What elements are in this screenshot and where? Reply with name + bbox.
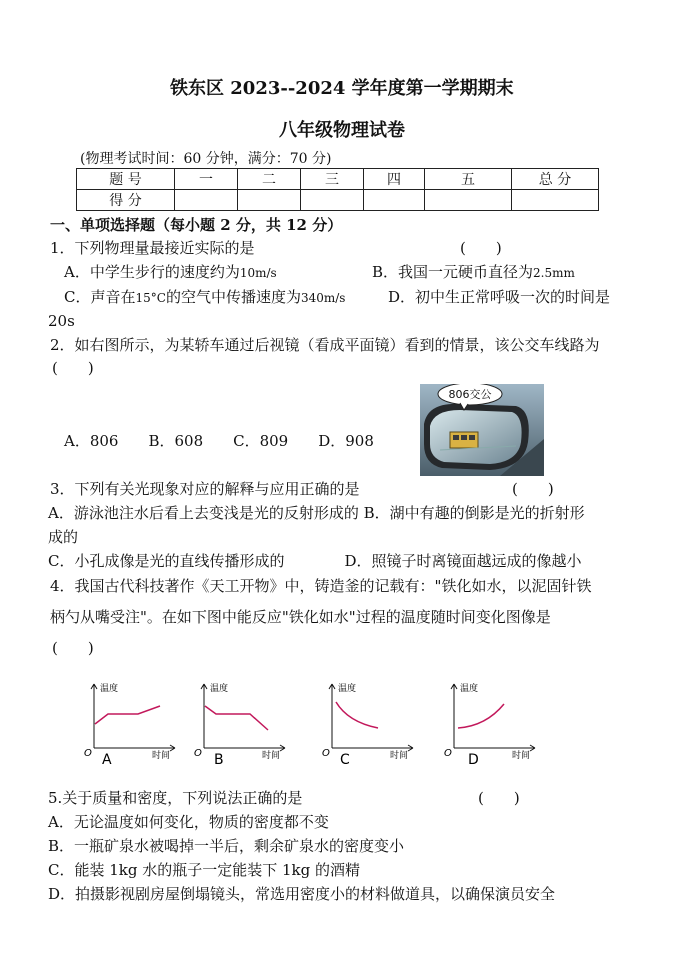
q4-b-ylabel: 温度	[210, 684, 229, 694]
q4-b-xlabel: 时间	[262, 751, 281, 761]
q5-option-c: C．能装 1kg 水的瓶子一定能装下 1kg 的酒精	[48, 861, 361, 879]
q5-stem: 5.关于质量和密度，下列说法正确的是	[48, 789, 303, 807]
score-header-cell: 题 号	[77, 169, 175, 190]
q1-c-text2: 的空气中传播速度为	[165, 288, 301, 306]
q1-stem-text: 1．下列物理量最接近实际的是	[50, 239, 255, 257]
score-table	[76, 168, 599, 211]
score-cell[interactable]	[512, 190, 599, 211]
q1-b-value: 2.5mm	[533, 266, 575, 280]
q4-b-label: B	[214, 752, 224, 766]
section-heading: 一、单项选择题（每小题 2 分，共 12 分）	[50, 216, 343, 234]
q1-a-text: A．中学生步行的速度约为	[64, 263, 240, 281]
q1-c-text1: C．声音在	[64, 288, 136, 306]
q3-answer-paren: ( )	[512, 480, 554, 498]
q4-a-label: A	[102, 752, 112, 766]
q1-b-text: B．我国一元硬币直径为	[372, 263, 534, 281]
q4-c-label: C	[340, 752, 350, 766]
score-header-cell: 总 分	[512, 169, 599, 190]
score-cell[interactable]	[238, 190, 301, 211]
score-cell[interactable]	[425, 190, 512, 211]
score-table-score-row	[77, 190, 599, 211]
q3-options-line1: A．游泳池注水后看上去变浅是光的反射形成的 B．湖中有趣的倒影是光的折射形	[48, 504, 585, 522]
score-header-cell: 二	[238, 169, 301, 190]
exam-subtitle: 八年级物理试卷	[279, 120, 405, 141]
q1-option-b	[372, 261, 575, 282]
q4-graph-b	[190, 678, 290, 766]
q5-answer-paren: ( )	[478, 789, 520, 807]
q4-a-ylabel: 温度	[100, 684, 119, 694]
score-header-cell: 四	[364, 169, 425, 190]
q3-options-line3: C．小孔成像是光的直线传播形成的 D．照镜子时离镜面越远成的像越小	[48, 552, 582, 570]
q1-option-d: D．初中生正常呼吸一次的时间是	[388, 288, 611, 306]
q1-c-temp: 15°C	[135, 291, 166, 305]
q4-d-label: D	[468, 752, 479, 766]
q4-d-curve	[458, 704, 504, 728]
q4-graph-a	[80, 678, 180, 766]
q4-stem-line1: 4．我国古代科技著作《天工开物》中，铸造釜的记载有："铁化如水，以泥固针铁	[50, 577, 592, 595]
q1-c-value: 340m/s	[300, 291, 346, 305]
score-header-cell: 五	[425, 169, 512, 190]
score-header-cell: 一	[175, 169, 238, 190]
q4-b-origin: O	[194, 748, 202, 759]
score-cell[interactable]	[175, 190, 238, 211]
rearview-mirror-photo	[420, 384, 544, 476]
q4-c-xlabel: 时间	[390, 751, 409, 761]
q1-option-c	[64, 286, 345, 307]
q4-c-curve	[336, 702, 378, 728]
q4-answer-paren: ( )	[52, 639, 94, 657]
q2-stem: 2．如右图所示，为某轿车通过后视镜（看成平面镜）看到的情景，该公交车线路为	[50, 336, 600, 354]
score-cell[interactable]	[301, 190, 364, 211]
q4-a-origin: O	[84, 748, 92, 759]
q3-options-line2: 成的	[48, 528, 79, 546]
q4-a-xlabel: 时间	[152, 751, 171, 761]
q4-d-origin: O	[444, 748, 452, 759]
q4-a-curve	[95, 706, 160, 724]
score-cell[interactable]	[364, 190, 425, 211]
q4-d-ylabel: 温度	[460, 684, 479, 694]
q4-c-origin: O	[322, 748, 330, 759]
q5-option-a: A．无论温度如何变化，物质的密度都不变	[48, 813, 329, 831]
q4-d-xlabel: 时间	[512, 751, 531, 761]
q5-option-d: D．拍摄影视剧房屋倒塌镜头，常选用密度小的材料做道具，以确保演员安全	[48, 885, 556, 903]
q4-stem-line2: 柄勺从嘴受注"。在如下图中能反应"铁化如水"过程的温度随时间变化图像是	[50, 608, 551, 626]
q1-option-d-value: 20s	[48, 312, 75, 330]
score-header-cell: 三	[301, 169, 364, 190]
q2-answer-paren: ( )	[52, 359, 94, 377]
q3-stem: 3．下列有关光现象对应的解释与应用正确的是	[50, 480, 360, 498]
q1-a-value: 10m/s	[239, 266, 277, 280]
q1-answer-paren: ( )	[460, 239, 502, 257]
mirror-bus-label: 806交公	[448, 388, 492, 401]
q4-graph-d	[440, 678, 540, 766]
q2-options: A．806 B．608 C．809 D．908	[64, 432, 374, 450]
q4-c-ylabel: 温度	[338, 684, 357, 694]
q4-graph-c	[318, 678, 418, 766]
exam-title: 铁东区 2023--2024 学年度第一学期期末	[170, 78, 514, 99]
score-cell: 得 分	[77, 190, 175, 211]
q5-option-b: B．一瓶矿泉水被喝掉一半后，剩余矿泉水的密度变小	[48, 837, 405, 855]
q4-b-curve	[205, 706, 268, 730]
exam-info: (物理考试时间：60 分钟，满分：70 分)	[80, 151, 332, 167]
q1-stem	[50, 237, 255, 258]
q1-option-a	[64, 261, 277, 282]
score-table-header-row	[77, 169, 599, 190]
